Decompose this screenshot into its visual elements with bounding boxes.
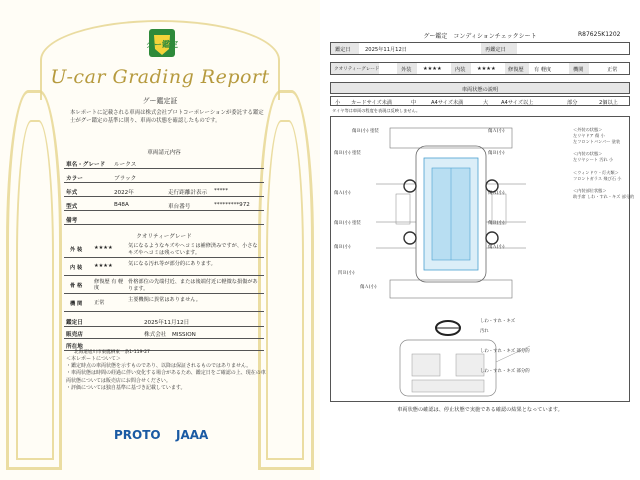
- condition-note: 助手席 しわ・すれ・キズ 部分的: [573, 194, 635, 200]
- address-value: 北海道旭川市東鷹栖東一条1-119-27: [74, 350, 150, 355]
- vehicle-name-value: ルークス: [114, 162, 137, 168]
- vin-label: 車台番号: [168, 204, 191, 210]
- decorative-scroll: [16, 120, 54, 460]
- condition-note: 左リヤシート 汚れ 小: [573, 157, 614, 163]
- certificate-title: U-car Grading Report: [50, 66, 270, 88]
- vehicle-name-row: [64, 156, 264, 169]
- quality-desc: 主要機関に異常はありません。: [128, 297, 201, 303]
- vehicle-section-title: 車両請元内容: [147, 150, 181, 156]
- ext-stars: ★★★★: [423, 66, 442, 72]
- vehicle-color-row: [64, 170, 264, 183]
- quality-desc: 気になる汚れ等が部分的にあります。: [128, 261, 216, 267]
- model-label: 型式: [66, 204, 78, 210]
- size-key: 中: [411, 100, 417, 106]
- grade-row: [330, 62, 630, 75]
- quality-row-exterior: [64, 240, 264, 258]
- size-desc: A4サイズ以上: [501, 100, 534, 106]
- remarks-label: 備考: [66, 218, 78, 224]
- part-label: 傷Ｂ(小) 塗装: [352, 129, 379, 134]
- note-item: ・車両状態は時間の経過に伴い変化する場合があるため、鑑定日をご確認の上、現在の車両状態については販売店にお問合せください。: [66, 370, 266, 384]
- part-label: 傷Ａ(小): [360, 285, 377, 290]
- logo-strip: [110, 424, 240, 444]
- vehicle-color-label: カラー: [66, 176, 83, 182]
- grade-label: クオリティーグレード: [334, 67, 380, 72]
- goo-seal-icon: [148, 28, 176, 58]
- sheet-footer: 車両状態の確認は、停止状態で実施である確認の結果となっています。: [397, 407, 563, 413]
- quality-label: 骨 格: [70, 283, 83, 289]
- vehicle-model-row: [64, 198, 264, 211]
- quality-desc: 気になるようなキズやヘコミは補修済みですが、小さなキズやヘコミは残っています。: [128, 243, 258, 256]
- quality-row-engine: [64, 294, 264, 312]
- part-label: 傷Ｂ(小): [334, 245, 351, 250]
- int-label: 内装: [455, 67, 466, 73]
- part-label: 傷Ａ(小): [334, 191, 351, 196]
- notes-title: ＜本レポートについて＞: [66, 356, 121, 362]
- size-desc: カードサイズ未満: [351, 100, 393, 106]
- quality-stars: 修復歴 有 軽度: [94, 279, 124, 291]
- condition-note: ＜ウィンドウ・灯火類＞: [573, 169, 619, 175]
- mileage-value: *****: [214, 188, 228, 194]
- mileage-label: 走行距離計表示: [168, 190, 208, 196]
- dealer-value: 株式会社 MISSION: [144, 332, 196, 338]
- quality-stars: ★★★★: [94, 263, 113, 269]
- condition-check-sheet: [320, 0, 640, 480]
- engine-value: 正常: [607, 67, 618, 73]
- report-notes: [66, 356, 266, 392]
- date-value: 2025年11月12日: [144, 320, 190, 326]
- interior-label: しわ・すれ・キズ 部分的: [480, 369, 530, 374]
- jaaa-logo: JAAA: [176, 428, 209, 442]
- vin-value: *********972: [214, 202, 250, 208]
- repair-value: 有 軽度: [534, 67, 552, 73]
- condition-note: ＜外装の状態＞: [573, 127, 603, 132]
- interior-label: しわ・すれ・キズ: [480, 319, 516, 324]
- decorative-scroll: [266, 120, 304, 460]
- repair-label: 修復歴: [508, 67, 524, 73]
- part-header-label: 部分: [567, 100, 578, 106]
- condition-note: ＜内装の状態＞: [573, 151, 603, 157]
- condition-note: ＜内装部位状態＞: [573, 187, 607, 193]
- quality-row-frame: [64, 276, 264, 294]
- condition-note: フロントガラス 飛び石 小: [573, 175, 622, 181]
- interior-label: 汚れ: [480, 329, 489, 334]
- quality-label: 内 装: [70, 265, 83, 271]
- sheet-title: グー鑑定 コンディションチェックシート: [423, 33, 537, 40]
- vehicle-name-label: 車名・グレード: [66, 162, 106, 168]
- certificate-subtitle: グー鑑定証: [142, 97, 178, 105]
- part-label: 傷Ｂ(小) 塗装: [334, 221, 361, 226]
- sheet-date-value: 2025年11月12日: [365, 47, 407, 53]
- seal-label: グー鑑定: [146, 40, 178, 49]
- quality-desc: 骨格部位の先端付近、または後端付近に軽微な損傷があります。: [128, 279, 258, 292]
- quality-section-title: クオリティーグレード: [136, 234, 192, 240]
- diagram-title-bar: [330, 82, 630, 94]
- model-value: B48A: [114, 202, 129, 208]
- sheet-code: R87625K1202: [578, 31, 621, 38]
- recheck-label: 再鑑定日: [485, 47, 506, 53]
- quality-label: 機 関: [70, 301, 83, 307]
- address-row: [64, 338, 264, 355]
- part-header-value: 2個以上: [599, 100, 618, 106]
- vehicle-color-value: ブラック: [114, 176, 137, 182]
- part-label: 傷Ａ(小): [488, 245, 505, 250]
- proto-logo: PROTO: [114, 428, 161, 442]
- date-label: 鑑定日: [66, 320, 83, 326]
- dealer-label: 販売店: [66, 332, 83, 338]
- note-item: ・鑑定時点の車両状態を示すものであり、以降は保証されるものではありません。: [66, 363, 252, 370]
- size-legend: [330, 96, 630, 106]
- size-desc: A4サイズ未満: [431, 100, 464, 106]
- quality-row-interior: [64, 258, 264, 276]
- quality-stars: 正常: [94, 300, 105, 306]
- quality-label: 外 装: [70, 247, 83, 253]
- diagram-title: 車両状態の説明: [461, 87, 499, 93]
- note-line: タイヤ等は車両の程度を表現は反映しません。: [332, 108, 421, 113]
- sheet-date-label: 鑑定日: [335, 47, 351, 53]
- quality-stars: ★★★★: [94, 245, 113, 251]
- certificate-intro: 本レポートに記載される車両は株式会社プロトコーポレーションが委託する鑑定士がグー鑑定の基準に則り、車両の状態を確認したものです。: [70, 110, 264, 124]
- note-item: ・評価については独自基準に基づき記載しています。: [66, 384, 186, 391]
- part-label: 傷Ｂ(小): [488, 221, 505, 226]
- vehicle-year-value: 2022年: [114, 190, 134, 196]
- int-stars: ★★★★: [477, 66, 496, 72]
- interior-label: しわ・すれ・キズ 部分的: [480, 349, 530, 354]
- remarks-row: [64, 212, 264, 225]
- size-key: 小: [335, 100, 341, 106]
- part-label: 傷Ｂ(小) 塗装: [334, 151, 361, 156]
- date-row: [330, 42, 630, 55]
- size-key: 大: [483, 100, 489, 106]
- part-label: 傷Ａ(小): [488, 129, 505, 134]
- ext-label: 外装: [401, 67, 412, 73]
- engine-label: 機関: [573, 67, 584, 73]
- condition-note: 左フロントバンパー 塗装: [573, 139, 621, 145]
- vehicle-year-row: [64, 184, 264, 197]
- condition-note: 左リヤドア 傷 小: [573, 133, 605, 139]
- part-label: 傷Ｂ(小): [488, 151, 505, 156]
- address-label: 所在地: [66, 344, 83, 350]
- condition-notes: [573, 127, 635, 200]
- part-label: 凹Ｂ(小): [338, 271, 355, 276]
- vehicle-year-label: 年式: [66, 190, 78, 196]
- part-label: 傷Ａ(小): [488, 191, 505, 196]
